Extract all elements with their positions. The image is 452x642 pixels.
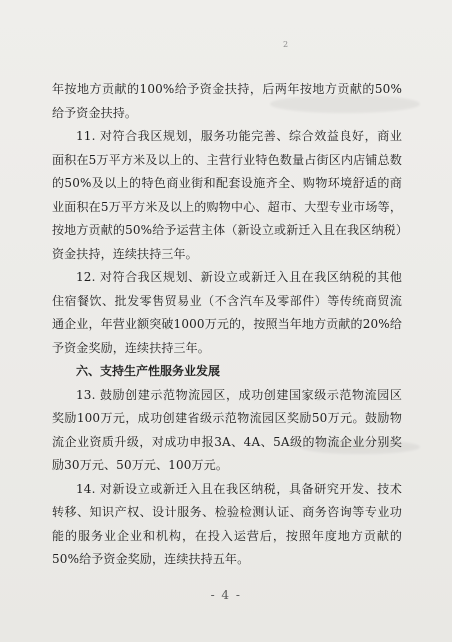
document-body — [52, 78, 402, 572]
paragraph-item-13: 13. 鼓励创建示范物流园区，成功创建国家级示范物流园区奖励100万元，成功创建省级示范物流园区奖励50万元。鼓励物流企业资质升级，对成功申报3A、4A、5A级的物流企业分别奖励30万元、50万元、100万元。 — [52, 387, 402, 472]
paragraph-item-12: 12. 对符合我区规划、新设立或新迁入且在我区纳税的其他住宿餐饮、批发零售贸易业（不含汽车及零部件）等传统商贸流通企业，年营业额突破1000万元的，按照当年地方贡献的20%给予资金奖励，连续扶持三年。 — [52, 270, 402, 355]
paragraph-item-14: 14. 对新设立或新迁入且在我区纳税，具备研究开发、技术转移、知识产权、设计服务、检验检测认证、商务咨询等专业功能的服务业企业和机构，在投入运营后，按照年度地方贡献的50%给予资金奖励，连续扶持五年。 — [52, 481, 402, 566]
section-heading: 六、支持生产性服务业发展 — [76, 364, 221, 378]
paragraph-item-11: 11. 对符合我区规划，服务功能完善、综合效益良好，商业面积在5万平方米及以上的、主营行业特色数量占街区内店铺总数的50%及以上的特色商业街和配套设施齐全、购物环境舒适的商业面积在5万平方米及以上的购物中心、超市、大型专业市场等，按地方贡献的50%给予运营主体（新设立或新迁入且在我区纳税）资金扶持，连续扶持三年。 — [52, 129, 402, 261]
page-number: - 4 - — [210, 588, 242, 602]
paragraph-continuation: 年按地方贡献的100%给予资金扶持，后两年按地方贡献的50%给予资金扶持。 — [52, 82, 402, 120]
top-mark: 2 — [283, 40, 289, 49]
